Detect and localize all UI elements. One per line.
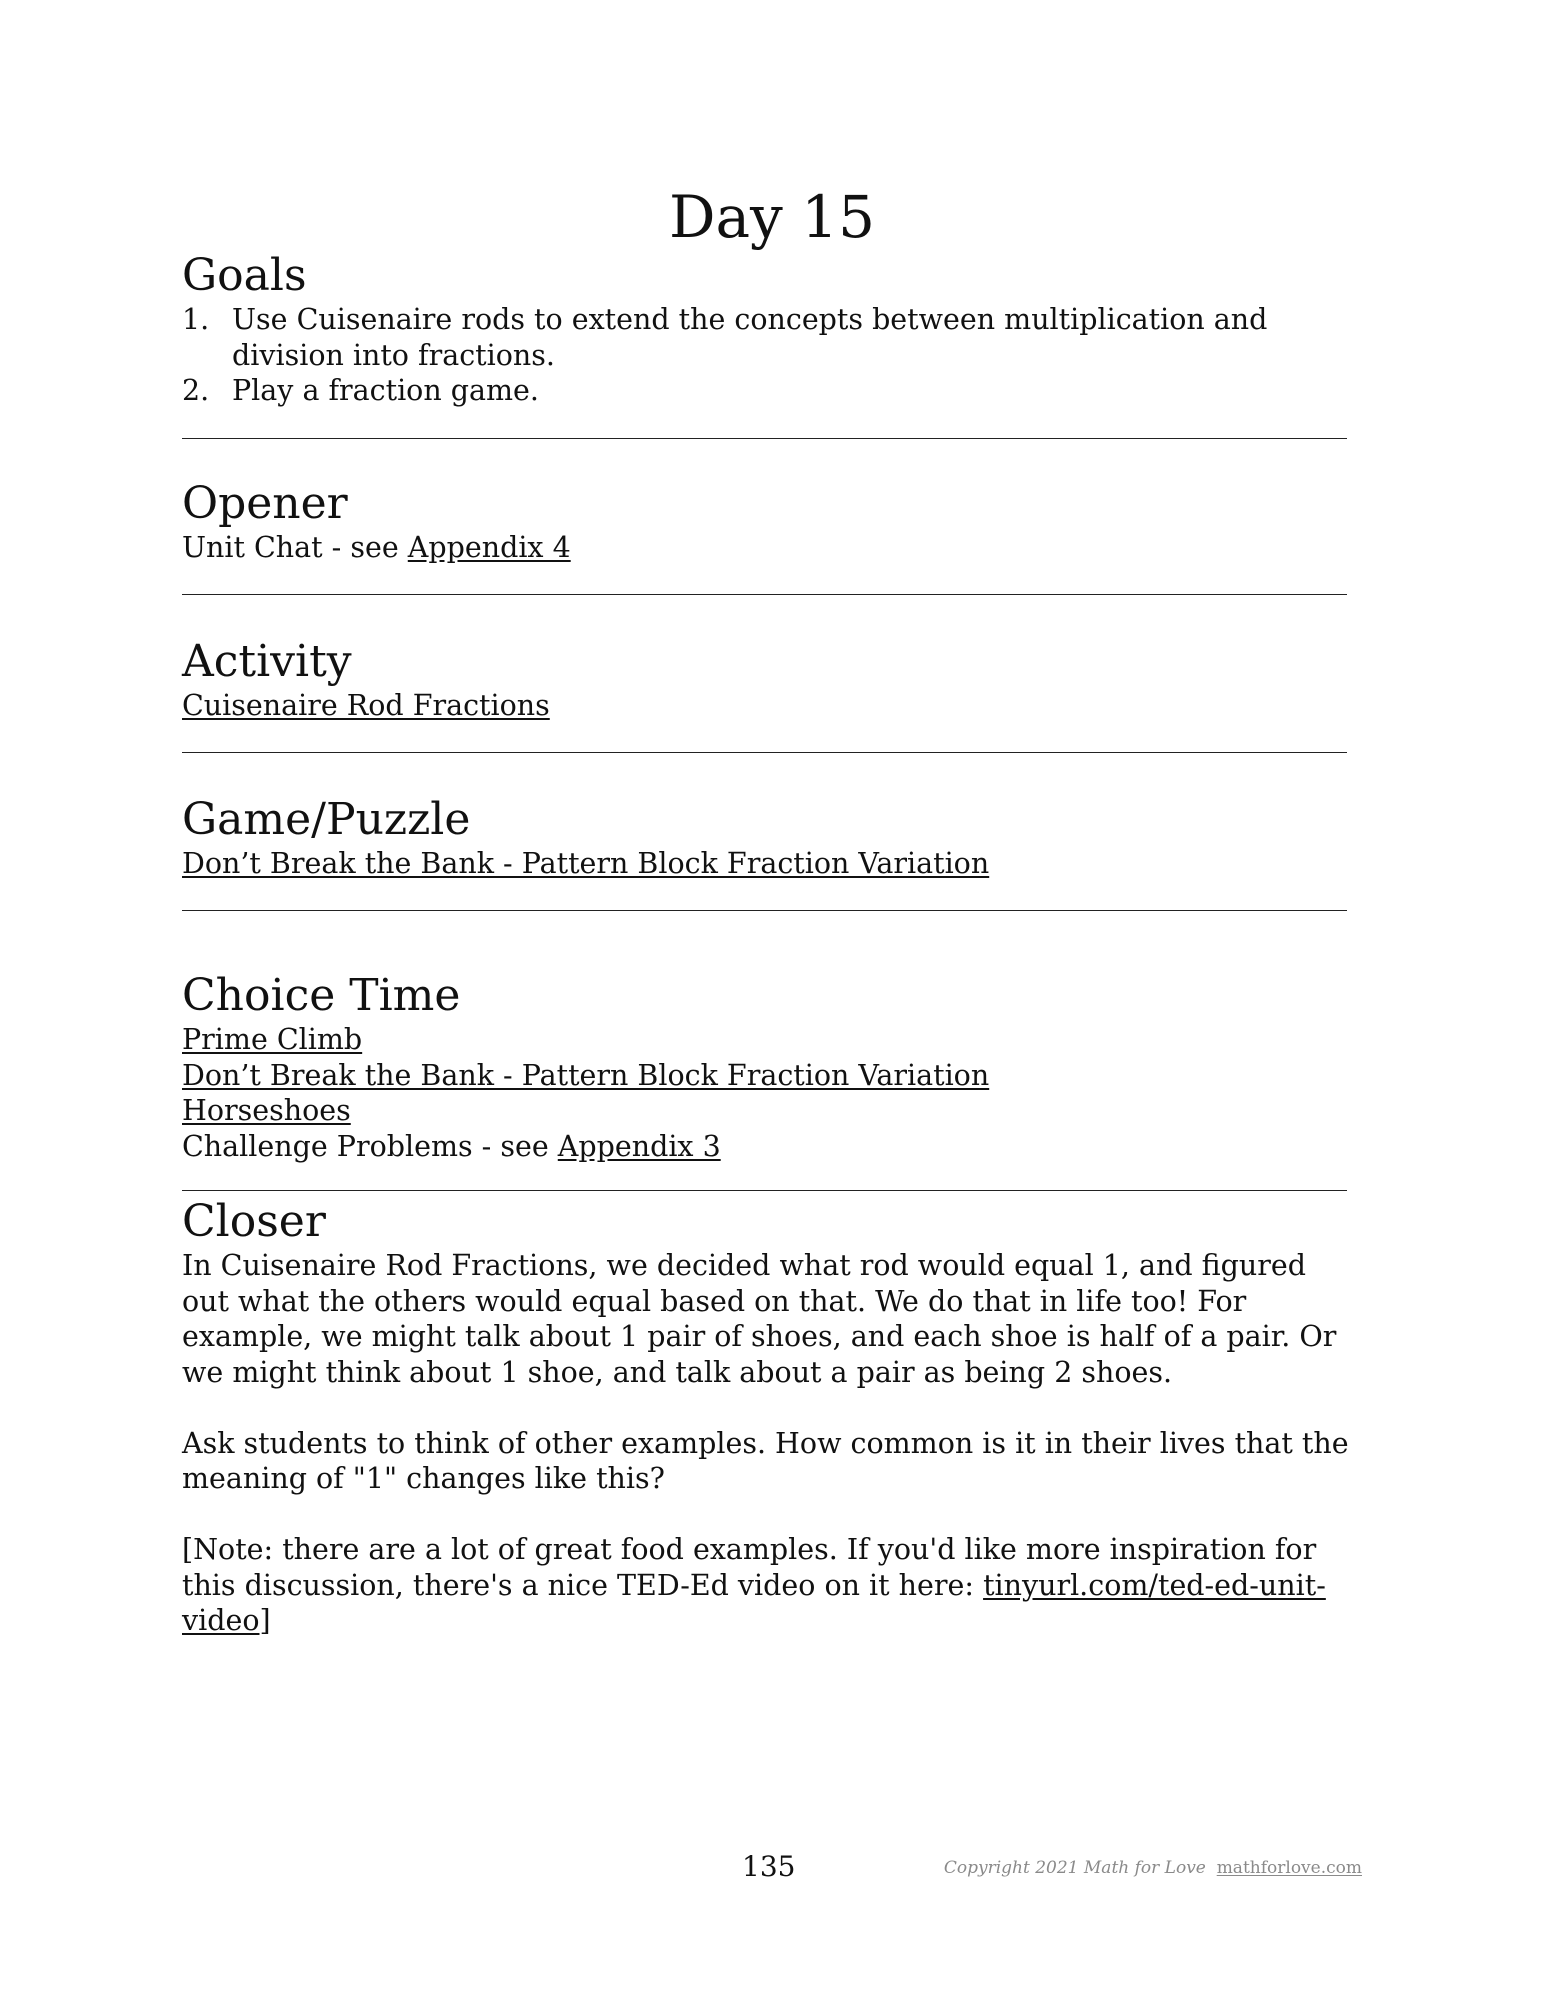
challenge-prefix: Challenge Problems - see [182, 1129, 558, 1163]
appendix-4-link[interactable]: Appendix 4 [407, 531, 571, 564]
choice-item [182, 1093, 1362, 1129]
section-divider [182, 1190, 1347, 1191]
section-divider [182, 752, 1347, 753]
goal-number: 1. [182, 303, 210, 336]
goal-number: 2. [182, 374, 210, 407]
activity-heading: Activity [182, 636, 352, 687]
dont-break-the-bank-link[interactable]: Don’t Break the Bank - Pattern Block Fraction Variation [182, 847, 990, 880]
choice-heading: Choice Time [182, 970, 461, 1021]
opener-text [182, 530, 1362, 566]
section-divider [182, 594, 1347, 595]
opener-heading: Opener [182, 478, 348, 529]
lesson-page [182, 0, 1362, 2000]
page-number: 135 [742, 1850, 796, 1883]
closer-heading: Closer [182, 1196, 326, 1247]
choice-list [182, 1022, 1362, 1164]
section-divider [182, 910, 1347, 911]
closer-note [182, 1532, 1362, 1639]
prime-climb-link[interactable]: Prime Climb [182, 1023, 363, 1056]
goals-section [182, 250, 1362, 409]
game-text [182, 846, 1362, 882]
copyright-text: Copyright 2021 Math for Love [943, 1858, 1206, 1878]
activity-text [182, 688, 1362, 724]
section-divider [182, 438, 1347, 439]
mathforlove-link[interactable]: mathforlove.com [1216, 1858, 1362, 1878]
choice-item [182, 1022, 1362, 1058]
horseshoes-link[interactable]: Horseshoes [182, 1094, 351, 1127]
dont-break-the-bank-link[interactable]: Don’t Break the Bank - Pattern Block Fraction Variation [182, 1058, 990, 1092]
closer-section [182, 1196, 1362, 1639]
goals-list [182, 302, 1362, 409]
ted-ed-video-link[interactable]: tinyurl.com/ted-ed-unit-video [182, 1568, 1326, 1637]
goal-text: Use Cuisenaire rods to extend the concepts between multiplication and division into fractions. [232, 303, 1268, 372]
goals-heading: Goals [182, 250, 307, 301]
closer-paragraph: Ask students to think of other examples. How common is it in their lives that the meaning of "1" changes like this? [182, 1426, 1349, 1495]
page-title: Day 15 [668, 183, 876, 251]
paragraph-gap [182, 1497, 1362, 1533]
closer-paragraph: In Cuisenaire Rod Fractions, we decided what rod would equal 1, and figured out what the others would equal based on that. We do that in life too! For example, we might talk about 1 pair of shoes, and each shoe is half of a pair. Or we might think about 1 shoe, and talk about a pair as being 2 shoes. [182, 1249, 1337, 1389]
activity-section [182, 636, 1362, 724]
cuisenaire-rod-fractions-link[interactable]: Cuisenaire Rod Fractions [182, 689, 550, 722]
choice-item [182, 1058, 1362, 1094]
closer-text [182, 1248, 1362, 1639]
note-text: [Note: there are a lot of great food examples. If you'd like more inspiration for this discussion, there's a nice TED-Ed video on it here: [182, 1533, 1317, 1602]
goal-item [182, 302, 1362, 373]
goal-item [182, 373, 1362, 409]
appendix-3-link[interactable]: Appendix 3 [557, 1129, 721, 1163]
game-section [182, 794, 1362, 882]
choice-item [182, 1129, 1362, 1165]
paragraph-gap [182, 1390, 1362, 1426]
copyright-notice [944, 1857, 1362, 1879]
goal-text: Play a fraction game. [232, 374, 539, 407]
choice-section [182, 970, 1362, 1164]
note-close-bracket: ] [259, 1604, 271, 1637]
opener-section [182, 478, 1362, 566]
game-heading: Game/Puzzle [182, 794, 471, 845]
opener-prefix: Unit Chat - see [182, 531, 408, 564]
